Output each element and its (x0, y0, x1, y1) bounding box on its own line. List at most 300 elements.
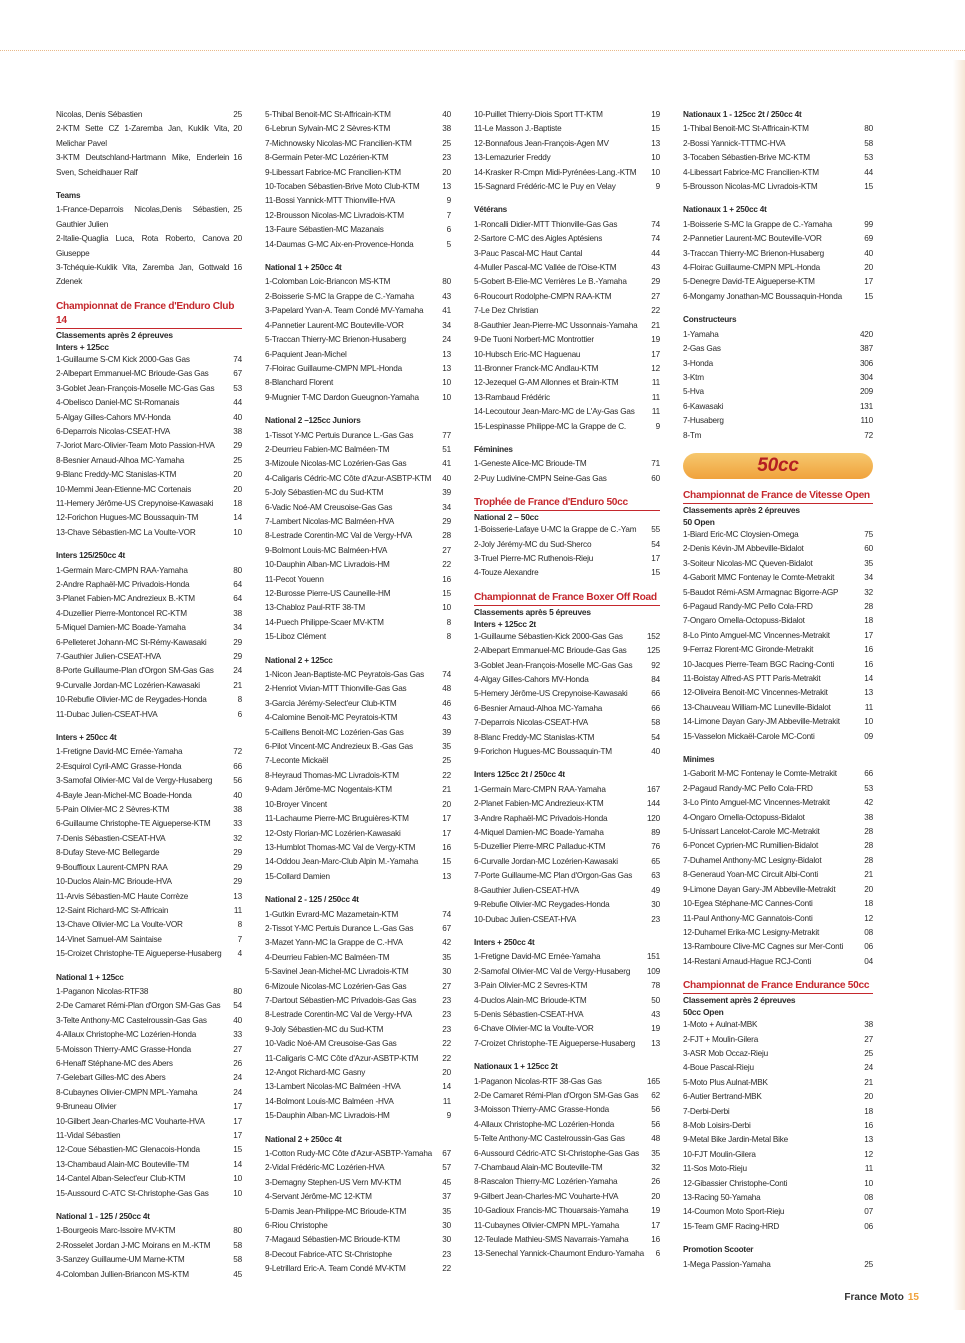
result-entry: 5-Hemery Jérôme-US Crepynoise-Kawasaki (474, 689, 628, 699)
result-points: 387 (859, 344, 873, 354)
result-entry: 14-Puech Philippe-Scaer MV-KTM (265, 617, 384, 627)
classification-subheading: Classements après 2 épreuves (683, 504, 800, 515)
result-entry: 1-Guillaume Sébastien-Kick 2000-Gas Gas (474, 631, 623, 641)
result-points: 5 (446, 239, 451, 249)
result-points: 12 (651, 363, 660, 373)
result-entry: 4-Colomban Jullien-Briancon MS-KTM (56, 1269, 189, 1279)
result-points: 20 (233, 124, 242, 134)
result-entry: 2-Albepart Emmanuel-MC Brioude-Gas Gas (56, 369, 209, 379)
result-entry: 3-Goblet Jean-François-Moselle MC-Gas Gas (474, 660, 633, 670)
result-points: 38 (442, 124, 451, 134)
result-row (683, 1177, 873, 1191)
result-entry: 5-Brousson Nicolas-MC Livradois-KTM (683, 182, 818, 192)
result-entry: 13-Faure Sébastien-MC Mazanais (265, 225, 384, 235)
result-row (56, 933, 242, 947)
result-points: 17 (233, 1131, 242, 1140)
result-row (474, 1147, 660, 1161)
classification-subheading: 50 Open (683, 516, 715, 527)
result-entry: 2-Samofal Olivier-MC Val de Vergy-Husaberg (474, 966, 631, 976)
result-row (683, 528, 873, 542)
result-entry: 7-Leconte Mickaël (265, 756, 329, 766)
result-entry: 12-Coue Sébastien-MC Glenacois-Honda (56, 1145, 200, 1155)
result-points: 15 (864, 182, 873, 192)
result-entry: 6-Mizoule Nicolas-MC Lozérien-Gas Gas (265, 981, 407, 991)
result-row (56, 1100, 242, 1114)
result-entry: 2-Vidal Frédéric-MC Lozérien-HVA (265, 1163, 385, 1173)
result-row (474, 552, 660, 566)
category-heading: Inters + 250cc 4t (56, 733, 117, 743)
result-entry: 6-Riou Christophe (265, 1221, 328, 1231)
result-points: 20 (864, 884, 873, 894)
result-row (56, 664, 242, 678)
result-entry: 15-Team GMF Racing-HRD (683, 1221, 780, 1231)
category-heading: Inters 125cc 2t / 250cc 4t (474, 770, 565, 780)
result-entry: 4-Allaux Christophe-MC Lozérien-Honda (56, 1030, 197, 1040)
result-entry: 3-Tchéquie-Kuklik Vita, Zaremba Jan, Gottwald Zdenek (56, 263, 230, 287)
result-row (265, 1190, 451, 1204)
result-entry: 6-Poncet Cyprien-MC Rumillien-Bidalot (683, 841, 819, 851)
result-row (474, 420, 660, 434)
page-edge-shadow (953, 60, 965, 1310)
result-entry: 2-Boisserie S-MC la Grappe de C.-Yamaha (265, 291, 415, 301)
result-entry: 3-KTM Deutschland-Hartmann Mike, Enderlein Sven, Scheidhauer Ralf (56, 153, 230, 177)
result-row (474, 994, 660, 1008)
result-points: 16 (233, 263, 242, 273)
classification-subheading: Classements après 5 épreuves (474, 606, 591, 617)
result-entry: 5-Savinel Jean-Michel-MC Livradois-KTM (265, 967, 409, 977)
result-entry: 15-Croizet Christophe-TE Aigueperse-Husaberg (56, 949, 222, 959)
result-points: 19 (651, 335, 660, 345)
result-row (265, 812, 451, 826)
result-entry: 4-Calomine Benoit-MC Peyratois-KTM (265, 713, 398, 723)
result-entry: 9-Metal Bike Jardin-Metal Bike (683, 1135, 789, 1145)
result-points: 125 (646, 646, 660, 656)
result-entry: 3-Traccan Thierry-MC Brienon-Husaberg (683, 248, 824, 258)
result-row (474, 391, 660, 405)
result-row (56, 708, 242, 722)
result-entry: 14-Limone Dayan Gary-JM Abbeville-Metrakit (683, 717, 840, 727)
result-points: 9 (446, 1111, 451, 1121)
result-entry: 10-Rebufie Olivier-MC de Reygades-Honda (56, 695, 207, 705)
result-row (265, 697, 451, 711)
result-row (474, 731, 660, 745)
result-entry: 7-Lambert Nicolas-MC Balméen-HVA (265, 516, 395, 526)
result-row (683, 371, 873, 385)
result-row (56, 497, 242, 511)
result-entry: 12-Gibassier Christophe-Conti (683, 1178, 788, 1188)
result-points: 13 (442, 871, 451, 881)
result-row (474, 261, 660, 275)
result-row (474, 1089, 660, 1103)
result-entry: 5-Denegre David-TE Aigueperse-KTM (683, 277, 815, 287)
result-row (474, 783, 660, 797)
result-points: 23 (442, 153, 451, 163)
result-points: 28 (864, 827, 873, 837)
result-row (265, 376, 451, 390)
result-entry: 9-Blanc Freddy-MC Stanislas-KTM (56, 470, 177, 480)
result-points: 74 (233, 354, 242, 364)
result-row (474, 702, 660, 716)
result-row (474, 855, 660, 869)
result-points: 14 (864, 674, 873, 683)
result-entry: 13-Chave Olivier-MC La Voulte-VOR (56, 920, 183, 930)
result-row (56, 108, 242, 122)
result-row (56, 439, 242, 453)
result-row (474, 180, 660, 194)
result-points: 9 (655, 182, 660, 192)
result-entry: 2-FJT + Moulin-Gilera (683, 1034, 759, 1044)
result-row (56, 1028, 242, 1042)
result-entry: 2-Tissot Y-MC Pertuis Durance L.-Gas Gas (265, 923, 414, 933)
category-heading: National 2 - 125 / 250cc 4t (265, 895, 359, 905)
result-points: 209 (859, 387, 873, 397)
result-points: 29 (233, 877, 242, 887)
result-points: 13 (651, 1038, 660, 1048)
result-row (265, 951, 451, 965)
result-row (56, 760, 242, 774)
result-row (474, 950, 660, 964)
result-entry: 11-Dubac Julien-CSEAT-HVA (56, 709, 158, 719)
result-entry: 11-Arvis Sébastien-MC Haute Corrèze (56, 891, 189, 901)
result-points: 80 (864, 124, 873, 134)
result-row (265, 827, 451, 841)
championship-title: Championnat de France Boxer Off Road (474, 591, 660, 606)
result-points: 80 (233, 986, 242, 996)
result-entry: 13-Chabloz Paul-RTF 38-TM (265, 603, 365, 613)
result-points: 10 (864, 1178, 873, 1188)
result-points: 58 (651, 718, 660, 728)
result-points: 65 (651, 856, 660, 866)
result-points: 420 (859, 329, 873, 339)
classification-subheading: Classement après 2 épreuves (683, 995, 796, 1006)
result-row (265, 457, 451, 471)
result-row (683, 643, 873, 657)
result-row (56, 904, 242, 918)
result-entry: 10-Vadic Noé-AM Creusoise-Gas Gas (265, 1039, 397, 1049)
result-row (265, 855, 451, 869)
result-points: 20 (233, 234, 242, 244)
result-points: 8 (237, 920, 242, 930)
result-entry: 1-Roncalli Didier-MTT Thionville-Gas Gas (474, 219, 618, 229)
result-points: 08 (864, 1193, 873, 1202)
result-row (56, 621, 242, 635)
result-row (474, 348, 660, 362)
result-entry: 9-Bouffioux Laurent-CMPN RAA (56, 862, 168, 872)
result-points: 11 (864, 1164, 873, 1174)
result-row (265, 275, 451, 289)
result-row (474, 659, 660, 673)
result-row (56, 846, 242, 860)
result-entry: 1-Germain Marc-CMPN RAA-Yamaha (474, 784, 606, 794)
result-points: 7 (237, 934, 242, 944)
result-entry: 3-Mizoule Nicolas-MC Lozérien-Gas Gas (265, 459, 407, 469)
result-points: 54 (651, 539, 660, 549)
result-points: 29 (651, 277, 660, 287)
result-entry: 6-Vadic Noé-AM Creusoise-Gas Gas (265, 502, 393, 512)
result-entry: 3-Andre Raphaël-MC Privadois-Honda (474, 813, 608, 823)
result-entry: 4-Miquel Damien-MC Boade-Yamaha (474, 828, 604, 838)
result-entry: 6-Guillaume Christophe-TE Aigueperse-KTM (56, 819, 211, 829)
result-points: 35 (442, 952, 451, 962)
category-heading: National 2 –125cc Juniors (265, 416, 361, 426)
result-row (474, 362, 660, 376)
result-points: 151 (646, 952, 660, 962)
result-entry: 13-Humblot Thomas-MC Val de Vergy-KTM (265, 842, 416, 852)
result-row (265, 754, 451, 768)
result-row (683, 180, 873, 194)
result-row (683, 1133, 873, 1147)
result-points: 22 (651, 306, 660, 316)
result-entry: 6-Kawasaki (683, 401, 724, 411)
result-row (474, 1204, 660, 1218)
result-row (265, 558, 451, 572)
result-entry: 6-Besnier Arnaud-Alhoa MC-Yamaha (474, 703, 603, 713)
championship-title: Championnat de France d'Enduro Club 14 (56, 300, 242, 329)
result-entry: 10-Tocaben Sébastien-Brive Moto Club-KTM (265, 182, 420, 192)
result-points: 34 (442, 320, 451, 330)
result-row (474, 965, 660, 979)
result-row (474, 122, 660, 136)
result-row (265, 1109, 451, 1123)
result-points: 74 (442, 670, 451, 680)
result-points: 24 (442, 335, 451, 345)
result-points: 23 (442, 995, 451, 1005)
result-points: 16 (864, 1120, 873, 1130)
result-row (474, 218, 660, 232)
result-points: 38 (864, 812, 873, 822)
result-row (265, 122, 451, 136)
result-points: 120 (646, 813, 660, 823)
result-row (56, 1057, 242, 1071)
result-entry: 2-Italie-Quaglia Luca, Rota Roberto, Canova Giuseppe (56, 234, 230, 258)
result-row (265, 151, 451, 165)
result-points: 6 (446, 225, 451, 235)
result-entry: 2-Rosselet Jordan J-MC Moirans en M.-KTM (56, 1240, 211, 1250)
result-entry: 1-Gutkin Evrard-MC Mazametain-KTM (265, 909, 399, 919)
result-points: 25 (442, 756, 451, 766)
result-row (56, 483, 242, 497)
result-entry: 2-Albepart Emmanuel-MC Brioude-Gas Gas (474, 646, 627, 656)
result-row (474, 1175, 660, 1189)
result-points: 71 (651, 459, 660, 469)
result-row (265, 223, 451, 237)
result-entry: 6-Deparrois Nicolas-CSEAT-HVA (56, 426, 171, 436)
result-entry: 9-Rebufie Olivier-MC Reygades-Honda (474, 900, 610, 910)
result-row (265, 965, 451, 979)
result-row (56, 261, 242, 290)
result-row (683, 839, 873, 853)
result-points: 24 (233, 1087, 242, 1097)
result-entry: 11-Le Masson J.-Baptiste (474, 124, 562, 134)
result-points: 35 (442, 1206, 451, 1216)
result-row (683, 1258, 873, 1272)
result-row (474, 630, 660, 644)
result-row (56, 774, 242, 788)
result-row (56, 1143, 242, 1157)
result-row (474, 457, 660, 471)
result-entry: 6-Aussourd Cédric-ATC St-Christophe-Gas Gas (474, 1148, 640, 1158)
result-entry: 11-Sos Moto-Rieju (683, 1164, 747, 1174)
category-heading: Nationaux 1 + 125cc 2t (474, 1062, 558, 1072)
result-points: 35 (442, 742, 451, 752)
result-row (683, 1191, 873, 1205)
result-row (683, 571, 873, 585)
result-entry: 6-Pagaud Randy-MC Pello Cola-FRD (683, 601, 813, 611)
result-points: 16 (442, 574, 451, 584)
result-entry: 10-Dauphin Alban-MC Livradois-HM (265, 560, 390, 570)
result-points: 30 (442, 1221, 451, 1231)
result-points: 42 (442, 938, 451, 948)
result-row (265, 238, 451, 252)
result-entry: 8-Blanchard Florent (265, 378, 334, 388)
result-row (56, 1253, 242, 1267)
result-row (474, 376, 660, 390)
result-row (474, 644, 660, 658)
result-entry: 2-Pannetier Laurent-MC Bouteville-VOR (683, 234, 822, 244)
result-row (683, 715, 873, 729)
result-row (56, 1014, 242, 1028)
result-entry: 5-Unissart Lancelot-Carole MC-Metrakit (683, 827, 820, 837)
result-entry: 3-Telte Anthony-MC Castelroussin-Gas Gas (56, 1015, 207, 1025)
result-entry: 13-Lambert Nicolas-MC Balméen -HVA (265, 1082, 401, 1092)
result-entry: 5-Duzellier Pierre-MRC Palladuc-KTM (474, 842, 606, 852)
result-points: 11 (651, 378, 660, 388)
result-entry: 11-Boistay Alfred-AS PTT Paris-Metrakit (683, 674, 821, 683)
result-row (683, 782, 873, 796)
result-entry: 2-Joly Jérémy-MC du Sud-Sherco (474, 539, 592, 549)
category-heading: Teams (56, 191, 81, 201)
result-row (683, 1018, 873, 1032)
result-row (683, 940, 873, 954)
result-entry: 5-Pain Olivier-MC 2 Sèvres-KTM (56, 805, 170, 815)
result-entry: 13-Lemazurier Freddy (474, 153, 551, 163)
result-row (683, 796, 873, 810)
result-entry: 4-Gaborit MMC Fontenay le Comte-Metrakit (683, 573, 835, 583)
result-entry: 11-Bossi Yannick-MTT Thionville-HVA (265, 196, 395, 206)
result-row (265, 1066, 451, 1080)
result-points: 17 (651, 349, 660, 359)
result-entry: 13-Chave Sébastien-MC La Voulte-VOR (56, 527, 196, 537)
result-row (56, 425, 242, 439)
result-entry: 1-Yamaha (683, 329, 719, 339)
result-row (683, 414, 873, 428)
result-entry: 1-Cotton Rudy-MC Côte d'Azur-ASBTP-Yamaha (265, 1149, 433, 1159)
result-row (474, 884, 660, 898)
result-row (683, 672, 873, 686)
result-points: 53 (864, 153, 873, 163)
result-points: 10 (864, 717, 873, 727)
result-row (683, 701, 873, 715)
result-row (56, 1187, 242, 1201)
category-heading: Inters + 250cc 4t (474, 937, 535, 947)
result-entry: 5-Moisson Thierry-AMC Grasse-Honda (56, 1044, 192, 1054)
result-entry: 8-Germain Peter-MC Lozérien-KTM (265, 153, 389, 163)
result-points: 20 (442, 799, 451, 809)
result-row (683, 261, 873, 275)
category-heading: National 1 - 125 / 250cc 4t (56, 1212, 150, 1222)
result-points: 13 (233, 891, 242, 901)
result-entry: 5-Damis Jean-Philippe-MC Brioude-KTM (265, 1206, 407, 1216)
result-points: 10 (233, 527, 242, 537)
result-entry: 1-Germain Marc-CMPN RAA-Yamaha (56, 565, 188, 575)
result-points: 21 (864, 870, 873, 880)
result-entry: 8-Generaud Yoan-MC Circuit Albi-Conti (683, 870, 819, 880)
result-row (474, 232, 660, 246)
result-points: 8 (446, 617, 451, 627)
result-points: 54 (233, 1001, 242, 1011)
result-row (683, 247, 873, 261)
result-points: 78 (651, 981, 660, 991)
result-entry: 2-Esquirol Cyril-AMC Grasse-Honda (56, 761, 182, 771)
result-points: 25 (233, 205, 242, 215)
result-entry: 6-Pilot Vincent-MC Andrezieux B.-Gas Gas (265, 742, 413, 752)
result-points: 43 (651, 263, 660, 273)
result-points: 40 (864, 248, 873, 258)
result-points: 66 (864, 769, 873, 779)
result-row (56, 411, 242, 425)
result-row (265, 429, 451, 443)
result-entry: 2-Andre Raphaël-MC Privadois-Honda (56, 579, 190, 589)
result-points: 25 (442, 138, 451, 148)
result-points: 13 (864, 1135, 873, 1145)
result-entry: 4-Servant Jérôme-MC 12-KTM (265, 1192, 372, 1202)
result-points: 92 (651, 660, 660, 670)
result-points: 20 (442, 167, 451, 177)
result-points: 17 (864, 277, 873, 287)
result-entry: 3-Truel Pierre-MC Ruthenois-Rieju (474, 553, 594, 563)
result-row (265, 616, 451, 630)
result-row (265, 630, 451, 644)
result-points: 38 (233, 608, 242, 618)
result-entry: 9-Gilbert Jean-Charles-MC Vouharte-HVA (474, 1191, 619, 1201)
result-entry: 6-Curvalle Jordan-MC Lozérien-Kawasaki (474, 856, 618, 866)
result-row (56, 1239, 242, 1253)
result-points: 23 (442, 1024, 451, 1034)
result-points: 20 (233, 470, 242, 480)
result-row (474, 405, 660, 419)
page-footer (844, 1292, 919, 1303)
result-entry: 10-Puillet Thierry-Diois Sport TT-KTM (474, 110, 603, 119)
result-entry: 6-Paquient Jean-Michel (265, 349, 347, 359)
result-row (56, 875, 242, 889)
result-entry: 2-Denis Kévin-JM Abbeville-Bidalot (683, 544, 804, 554)
result-entry: 8-Lestrade Corentin-MC Val de Vergy-HVA (265, 531, 413, 541)
result-entry: 5-Gobert B-Elie-MC Verrières Le B.-Yamaha (474, 277, 627, 287)
result-row (265, 501, 451, 515)
result-row (683, 600, 873, 614)
classification-subheading: 50cc Open (683, 1007, 724, 1018)
result-points: 22 (442, 1264, 451, 1274)
result-row (683, 151, 873, 165)
result-row (265, 1052, 451, 1066)
result-entry: 3-ASR Mob Occaz-Rieju (683, 1048, 768, 1058)
result-entry: 11-Lachaume Pierre-MC Bruguières-KTM (265, 814, 409, 824)
result-row (265, 333, 451, 347)
result-points: 62 (651, 1090, 660, 1100)
result-points: 89 (651, 828, 660, 838)
result-row (56, 679, 242, 693)
result-entry: 7-Floirac Guillaume-CMPN MPL-Honda (265, 363, 402, 373)
result-entry: 4-Pannetier Laurent-MC Bouteville-VOR (265, 320, 404, 330)
result-row (683, 232, 873, 246)
result-row (56, 578, 242, 592)
result-entry: 11-Hemery Jérôme-US Crepynoise-Kawasaki (56, 498, 214, 508)
result-points: 14 (233, 1159, 242, 1169)
category-heading: National 2 + 125cc (265, 655, 333, 665)
result-row (265, 936, 451, 950)
result-entry: 1-Biard Eric-MC Cloysien-Omega (683, 529, 799, 539)
result-entry: 2-Puy Ludivine-CMPN Seine-Gas Gas (474, 473, 607, 483)
